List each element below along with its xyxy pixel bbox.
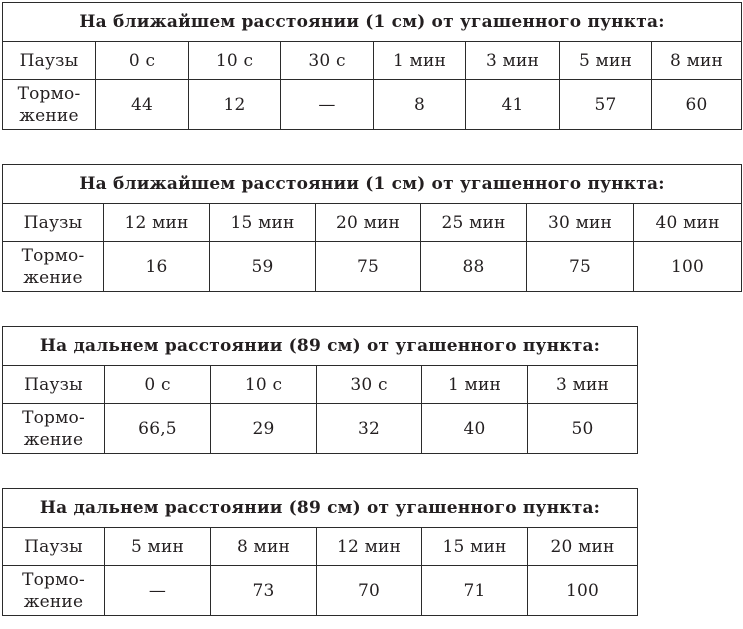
braking-cell: 60 bbox=[652, 80, 742, 130]
braking-cell: 29 bbox=[211, 404, 317, 454]
braking-label-line1: Тормо- bbox=[21, 245, 85, 266]
pause-cell: 3 мин bbox=[528, 366, 638, 404]
row-label-braking bbox=[3, 566, 105, 616]
pause-cell: 10 с bbox=[189, 42, 281, 80]
table-near-2 bbox=[2, 164, 742, 292]
pause-cell: 20 мин bbox=[316, 204, 421, 242]
pause-cell: 5 мин bbox=[105, 528, 211, 566]
braking-cell: 70 bbox=[317, 566, 422, 616]
pause-cell: 1 мин bbox=[422, 366, 528, 404]
pause-cell: 15 мин bbox=[210, 204, 316, 242]
braking-label-line1: Тормо- bbox=[17, 83, 81, 104]
table-title: На ближайшем расстоянии (1 см) от угашенного пункта: bbox=[3, 3, 742, 42]
table-far-2 bbox=[2, 488, 638, 616]
pause-cell: 5 мин bbox=[560, 42, 652, 80]
row-label-braking bbox=[3, 80, 96, 130]
braking-cell: 88 bbox=[421, 242, 527, 292]
braking-cell: 16 bbox=[104, 242, 210, 292]
table-title: На дальнем расстоянии (89 см) от угашенного пункта: bbox=[3, 327, 638, 366]
pause-cell: 25 мин bbox=[421, 204, 527, 242]
braking-cell: 32 bbox=[317, 404, 422, 454]
braking-cell: 100 bbox=[528, 566, 638, 616]
row-label-pause: Паузы bbox=[3, 528, 105, 566]
pause-cell: 0 с bbox=[105, 366, 211, 404]
pause-cell: 30 с bbox=[281, 42, 374, 80]
braking-cell: 12 bbox=[189, 80, 281, 130]
row-label-pause: Паузы bbox=[3, 204, 104, 242]
braking-cell: 75 bbox=[527, 242, 634, 292]
pause-cell: 12 мин bbox=[104, 204, 210, 242]
row-label-pause: Паузы bbox=[3, 366, 105, 404]
pause-cell: 40 мин bbox=[634, 204, 742, 242]
braking-cell: 41 bbox=[466, 80, 560, 130]
braking-label-line2: жение bbox=[19, 105, 79, 126]
row-label-pause: Паузы bbox=[3, 42, 96, 80]
braking-cell: — bbox=[281, 80, 374, 130]
braking-cell: 50 bbox=[528, 404, 638, 454]
braking-cell: 40 bbox=[422, 404, 528, 454]
braking-cell: 100 bbox=[634, 242, 742, 292]
braking-label-line1: Тормо- bbox=[22, 407, 85, 428]
braking-label-line2: жение bbox=[23, 429, 84, 450]
braking-cell: 57 bbox=[560, 80, 652, 130]
pause-cell: 8 мин bbox=[211, 528, 317, 566]
pause-cell: 30 с bbox=[317, 366, 422, 404]
braking-cell: — bbox=[105, 566, 211, 616]
braking-label-line2: жение bbox=[23, 267, 83, 288]
table-title: На ближайшем расстоянии (1 см) от угашенного пункта: bbox=[3, 165, 742, 204]
pause-cell: 8 мин bbox=[652, 42, 742, 80]
braking-label-line2: жение bbox=[23, 591, 84, 612]
pause-cell: 0 с bbox=[96, 42, 189, 80]
braking-label-line1: Тормо- bbox=[22, 569, 85, 590]
braking-cell: 59 bbox=[210, 242, 316, 292]
row-label-braking bbox=[3, 242, 104, 292]
pause-cell: 10 с bbox=[211, 366, 317, 404]
table-far-1 bbox=[2, 326, 638, 454]
braking-cell: 66,5 bbox=[105, 404, 211, 454]
pause-cell: 20 мин bbox=[528, 528, 638, 566]
braking-cell: 44 bbox=[96, 80, 189, 130]
pause-cell: 15 мин bbox=[422, 528, 528, 566]
braking-cell: 75 bbox=[316, 242, 421, 292]
row-label-braking bbox=[3, 404, 105, 454]
braking-cell: 73 bbox=[211, 566, 317, 616]
pause-cell: 30 мин bbox=[527, 204, 634, 242]
pause-cell: 1 мин bbox=[374, 42, 466, 80]
pause-cell: 3 мин bbox=[466, 42, 560, 80]
braking-cell: 71 bbox=[422, 566, 528, 616]
table-title: На дальнем расстоянии (89 см) от угашенного пункта: bbox=[3, 489, 638, 528]
table-near-1 bbox=[2, 2, 742, 130]
braking-cell: 8 bbox=[374, 80, 466, 130]
pause-cell: 12 мин bbox=[317, 528, 422, 566]
